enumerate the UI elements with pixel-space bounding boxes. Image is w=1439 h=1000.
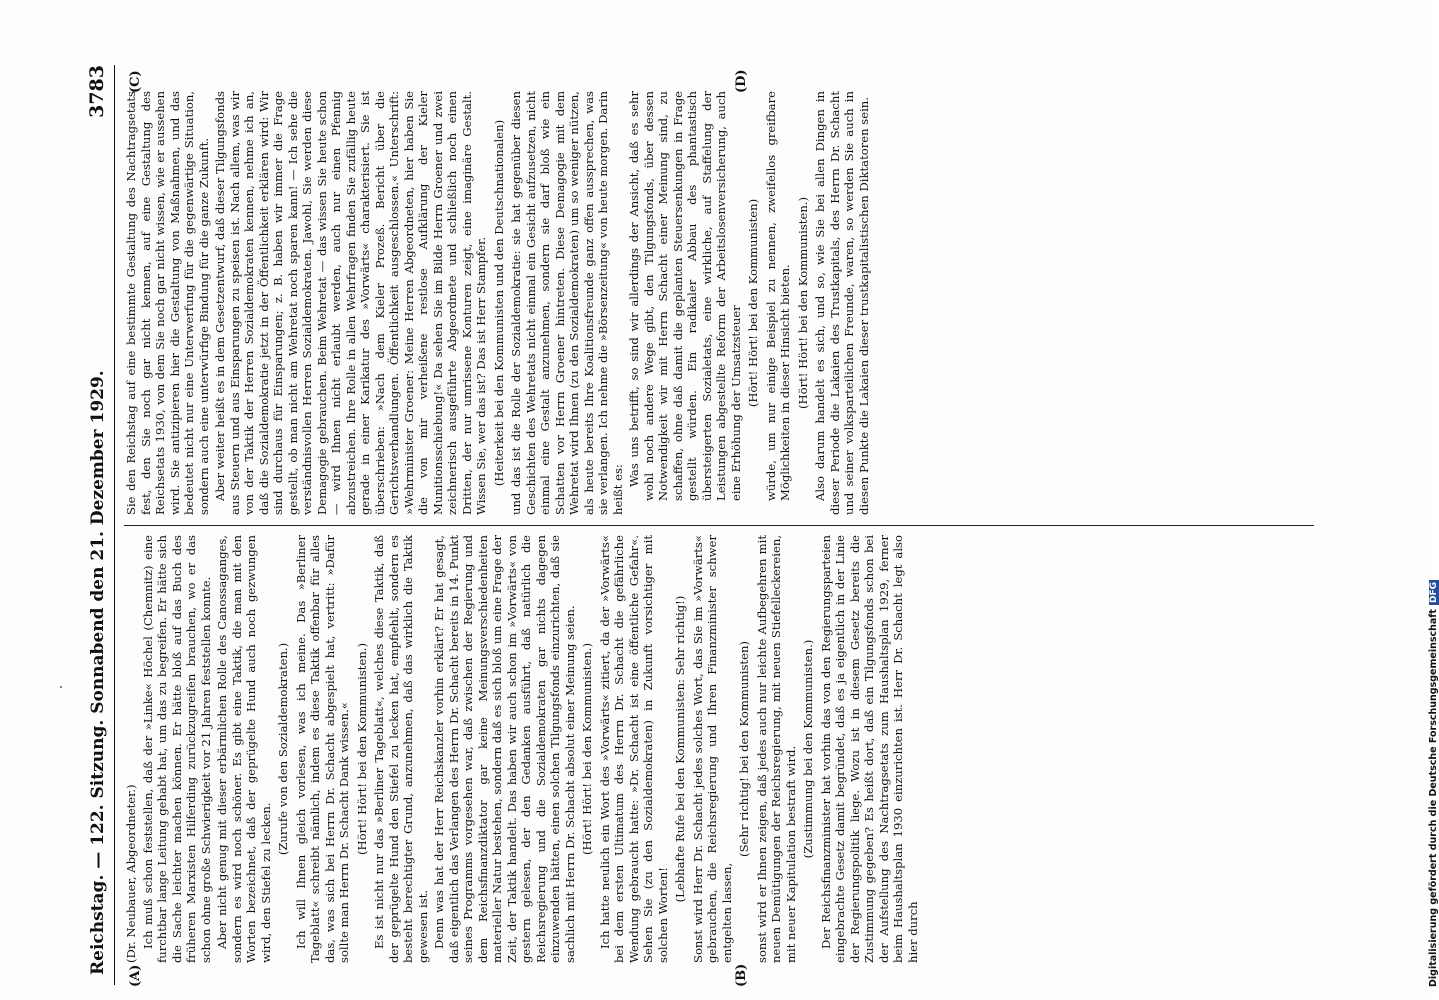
paragraph: sonst wird er Ihnen zeigen, daß jedes auch nur leichte Aufbegehren mit neuen Demütigungen der Reichsregierung, mit neuen Stiefelleckereien, mit neuer Kapitulation bestraft wird.: [754, 535, 798, 963]
interjection: (Zustimmung bei den Kommunisten.): [801, 639, 815, 859]
paragraph: Sie den Reichstag auf eine bestimmte Gestaltung des Nachtragsetats fest, den Sie noch gar nicht kennen, auf eine Gestaltung des Reichsetats 1930, von dem Sie noch gar nicht wissen, wie er aussehen wird. Sie antizipieren hier die Gestaltung von Maßnahmen, und das bedeutet nicht nur eine Unterwerfung für die gegenwärtige Situation, sondern auch eine unterwürfige Bindung für die ganze Zukunft.: [124, 91, 211, 515]
margin-letter-d: (D): [734, 69, 749, 93]
dfg-logo: DFG: [1429, 582, 1439, 604]
page-number: 3783: [86, 65, 108, 118]
paragraph: Denn was hat der Herr Reichskanzler vorhin erklärt? Er hat gesagt, daß eigentlich das Verlangen des Herrn Dr. Schacht bereits in 14. Punkt seines Programms vorgesehen war, daß zwischen der Regierung und dem Reichsfinanzdiktator gar keine Meinungsverschiedenheiten materieller Natur bestehen, sondern daß es sich bloß um eine Frage der Zeit, der Taktik handelt. Das haben wir auch schon im »Vorwärts« von gestern gelesen, der den Gedanken ausführt, daß natürlich die Reichsregierung und die Sozialdemokraten gar nichts dagegen einzuwenden hätten, einen solchen Tilgungsfonds einzurichten, daß sie sachlich mit Herrn Dr. Schacht absolut einer Meinung seien.: [432, 535, 577, 963]
column-divider: [124, 525, 1314, 526]
paragraph: Ich will Ihnen gleich vorlesen, was ich meine. Das »Berliner Tageblatt« schreibt nämlich, indem es diese Taktik offenbar für alles das, was sich bei Herrn Dr. Schacht abgespielt hat, vertritt: »Dafür sollte man Herrn Dr. Schacht Dank wissen.«: [293, 535, 351, 963]
paragraph: Also darum handelt es sich, und so, wie Sie bei allen Dingen in dieser Periode die Lakaien des Trustkapitals, des Herrn Dr. Schacht und seiner volksparteilichen Freunde, waren, so werden Sie auch in diesen Punkte die Lakaien dieser trustkapitalistischen Diktatoren sein.: [813, 91, 871, 515]
margin-letter-a: (A): [128, 964, 143, 987]
paragraph: Ich hatte neulich ein Wort des »Vorwärts« zitiert, da der »Vorwärts« bei dem ersten Ultimatum des Herrn Dr. Schacht die gefährliche Wendung gebraucht hatte: »Dr. Schacht ist eine öffentliche Gefahr«. Sehen Sie (zu den Sozialdemokraten) in Zukunft vorsichtiger mit solchen Worten!: [597, 535, 670, 963]
speaker-line: (Dr. Neubauer, Abgeordneter.): [124, 784, 138, 963]
quotation: Was uns betrifft, so sind wir allerdings der Ansicht, daß es sehr wohl noch andere Wege gibt, den Tilgungsfonds, über dessen Notwendigkeit wir mit Herrn Schacht einer Meinung sind, zu schaffen, ohne daß damit die geplanten Steuersenkungen in Frage gestellt würden. Ein radikaler Abbau des phantastisch übersteigerten Sozialetats, eine wirkliche, auf Staffelung der Leistungen abgestellte Reform der Arbeitslosenversicherung, auch eine Erhöhung der Umsatzsteuer: [627, 91, 743, 501]
funding-note-text: Digitalisierung gefördert durch die Deutsche Forschungsgemeinschaft: [1428, 609, 1439, 987]
paragraph: und das ist die Rolle der Sozialdemokratie: sie hat gegenüber diesen Geschichten des Wehretats nicht einmal ein Gesicht aufzusetzen, nicht einmal eine Gestalt anzunehmen, sondern sie darf bloß wie ein Schatten vor Herrn Groener hintreten. Diese Demagogie mit dem Wehretat wird Ihnen (zu den Sozialdemokraten) um so weniger nützen, als heute bereits Ihre Koalitionsfreunde ganz offen aussprechen, was sie verlangen. Ich nehme die »Börsenzeitung« von heute morgen. Darin heißt es:: [509, 91, 625, 515]
header-rule: [114, 65, 115, 985]
side-note: [1410, 12, 1439, 992]
paragraph: Ich muß schon feststellen, daß der »Linke« Höchel (Chemnitz) eine furchtbar lange Leitung gehabt hat, um das zu begreifen. Er hätte sich die Sache leichter machen können. Er hätte bloß auf das Buch des früheren Marxisten Hilferding zurückzugreifen brauchen, wo er das schon ohne große Schwierigkeit vor 21 Jahren feststellen konnte.: [140, 535, 213, 963]
paragraph: Aber weiter heißt es in dem Gesetzentwurf, daß dieser Tilgungsfonds aus Steuern und aus Einsparungen zu speisen ist. Nach allem, was wir von der Taktik der Herren Sozialdemokraten kennen, nehme ich an, daß die Sozialdemokratie jetzt in der Öffentlichkeit erklären wird: Wir sind durchaus für Einsparungen; z. B. haben wir immer die Frage gestellt, ob man nicht am Wehretat noch sparen kann! — Ich sehe die verständnisvollen Herren Sozialdemokraten. Jawohl, Sie werden diese Demagogie gebrauchen. Beim Wehretat — das wissen Sie heute schon — wird Ihnen nicht erlaubt werden, auch nur einen Pfennig abzustreichen. Ihre Rolle in allen Wehrfragen finden Sie zufällig heute gerade in einer Karikatur des »Vorwärts« charakterisiert. Sie ist überschrieben: »Nach dem Kieler Prozeß. Bericht über die Gerichtsverhandlungen. Öffentlichkeit ausgeschlossen.« Unterschrift: »Wehrminister Groener: Meine Herren Abgeordneten, hier haben Sie die von mir verheißene restlose Aufklärung der Kieler Munitionsschiebung!« Da sehen Sie im Bilde Herrn Groener und zwei zeichnerisch ausgeführte Abgeordnete und schließlich noch einen Dritten, der nur umrissene Konturen zeigt, eine imaginäre Gestalt. Wissen Sie, wer das ist? Das ist Herr Stampfer.: [213, 91, 488, 515]
header-title: Reichstag. — 122. Sitzung. Sonnabend den 21. Dezember 1929.: [88, 370, 108, 975]
paragraph: Aber nicht genug mit dieser erbärmlichen Rolle des Canossaganges, sondern es wird noch schöner. Es gibt eine Taktik, die man mit den Worten bezeichnet, daß der geprügelte Hund auch noch gezwungen wird, den Stiefel zu lecken.: [215, 535, 273, 963]
margin-letter-b: (B): [734, 963, 749, 987]
page-header: [84, 65, 118, 985]
interjection: (Hört! Hört! bei den Kommunisten.): [795, 197, 810, 410]
rotated-page: [84, 65, 1334, 985]
interjection: (Hört! Hört! bei den Kommunisten): [746, 198, 760, 408]
paragraph: Es ist nicht nur das »Berliner Tageblatt«, welches diese Taktik, daß der geprügelte Hund den Stiefel zu lecken hat, empfiehlt, sondern es besteht berechtigter Grund, anzunehmen, daß das wirklich die Taktik gewesen ist.: [372, 535, 430, 963]
interjection: (Hört! Hört! bei den Kommunisten.): [354, 643, 369, 856]
funding-note: [1428, 27, 1439, 987]
interjection: (Lebhafte Rufe bei den Kommunisten: Sehr richtig!): [673, 595, 687, 903]
interjection: (Heiterkeit bei den Kommunisten und den Deutschnationalen): [491, 119, 506, 487]
interjection: (Hört! Hört! bei den Kommunisten.): [580, 643, 594, 856]
paragraph: Der Reichsfinanzminister hat vorhin das von den Regierungsparteien eingebrachte Gesetz damit begründet, daß es ja eigentlich in der Linie der Regierungspolitik liege. Wozu ist in diesem Gesetz bereits die Zustimmung gegeben? Es heißt dort, daß ein Tilgungsfonds schon bei der Aufstellung des Nachtragsetats zum Haushaltsplan 1929, ferner beim Haushaltsplan 1930 einzurichten ist. Herr Dr. Schacht legt also hier durch: [818, 535, 920, 963]
column-right: [124, 65, 1324, 515]
paragraph: Sonst wird Herr Dr. Schacht jedes solches Wort, das Sie im »Vorwärts« gebrauchen, die Reichsregierung und Ihren Finanzminister schwer entgelten lassen,: [690, 535, 734, 963]
margin-letter-c: (C): [128, 70, 143, 93]
column-left: [124, 535, 1324, 985]
scan-speck: [60, 686, 62, 688]
quotation: würde, um nur einige Beispiel zu nennen, zweifellos greifbare Möglichkeiten in dieser Hinsicht bieten.: [763, 91, 792, 501]
interjection: (Sehr richtig! bei den Kommunisten): [737, 641, 751, 857]
interjection: (Zurufe von den Sozialdemokraten.): [276, 642, 290, 856]
